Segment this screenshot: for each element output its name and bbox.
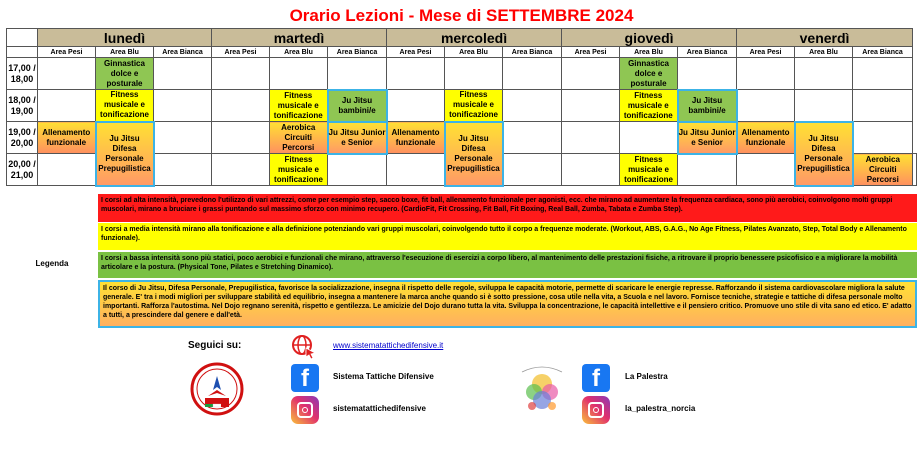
empty-slot <box>562 122 620 154</box>
empty-slot <box>328 58 387 90</box>
empty-slot <box>212 122 270 154</box>
class-allenamento: Allenamento funzionale <box>737 122 795 154</box>
empty-slot <box>212 90 270 122</box>
instagram-name-sistema[interactable]: sistematattichedifensive <box>333 404 426 413</box>
empty-slot <box>503 122 562 154</box>
empty-slot <box>154 154 212 186</box>
page-title: Orario Lezioni - Mese di SETTEMBRE 2024 <box>289 6 634 25</box>
time-label: 19,00 / 20,00 <box>7 122 38 154</box>
empty-slot <box>562 154 620 186</box>
class-jujitsu-difesa: Ju Jitsu Difesa Personale Prepugilistica <box>445 122 503 186</box>
class-jujitsu-bambini: Ju Jitsu bambini/e <box>678 90 737 122</box>
empty-slot <box>913 154 917 186</box>
class-jujitsu-junior: Ju Jitsu Junior e Senior <box>678 122 737 154</box>
website-link[interactable]: www.sistematattichedifensive.it <box>333 341 444 350</box>
day-header-tuesday: martedì <box>212 29 387 47</box>
footer <box>0 334 923 460</box>
empty-slot <box>503 90 562 122</box>
class-allenamento: Allenamento funzionale <box>387 122 445 154</box>
schedule-table <box>6 28 917 187</box>
class-jujitsu-difesa: Ju Jitsu Difesa Personale Prepugilistica <box>795 122 853 186</box>
empty-slot <box>678 154 737 186</box>
class-fitness: Fitness musicale e tonificazione <box>620 154 678 186</box>
empty-slot <box>328 154 387 186</box>
facebook-icon[interactable]: f <box>582 364 610 392</box>
area-header: Area Blu <box>96 47 154 58</box>
class-jujitsu-bambini: Ju Jitsu bambini/e <box>328 90 387 122</box>
day-header-wednesday: mercoledì <box>387 29 562 47</box>
class-aerobica: Aerobica Circuiti Percorsi <box>270 122 328 154</box>
area-header: Area Pesi <box>737 47 795 58</box>
class-ginnastica: Ginnastica dolce e posturale <box>620 58 678 90</box>
empty-slot <box>562 90 620 122</box>
area-header: Area Blu <box>445 47 503 58</box>
empty-slot <box>212 154 270 186</box>
empty-slot <box>212 58 270 90</box>
empty-slot <box>503 154 562 186</box>
empty-slot <box>678 58 737 90</box>
globe-icon[interactable] <box>291 334 317 360</box>
corner-cell <box>7 29 38 47</box>
empty-slot <box>503 58 562 90</box>
legend-high-intensity: I corsi ad alta intensità, prevedono l'utilizzo di vari attrezzi, come per esempio step, sacco boxe, fit ball, allenamento funzionale per agonisti, ecc. che mirano ad aumentare la frequenza cardiaca, sono più aerobici, coinvolgono molti gruppi muscolari, mirano a bruciare i grassi puntando sul massimo sforzo con minimo recupero. (CardioFit, Fit Crossing, Fit Ball, Fit Boxing, Real Ball, Zumba, Tabata e Zumba Step). <box>98 194 917 222</box>
area-header: Area Pesi <box>212 47 270 58</box>
legend-jujitsu: Il corso di Ju Jitsu, Difesa Personale, Prepugilistica, favorisce la socializzazione, insegna il rispetto delle regole, sviluppa le capacità motorie, permette di scaricare le energie represse. Rafforzando il sistema cardiovascolare migliora la salute generale. E' tra i modi migliori per sviluppare stabilità ed equilibrio, insegna a mantenere la marca anche quando si è sotto pressione, cosa utile nella vita, a Scuola e nel lavoro. Fornisce tecniche, strategie e tattiche di difesa personale molto importanti. Rafforza l'autostima. Nel Dojo regnano serenità, rispetto e gentilezza. Le amicizie del Dojo durano tutta la vita. Sviluppa la concentrazione, le capacità intellettive e il pensiero critico. Promuove uno stile di vita sano ed etico. E' adatto a tutti, a prescindere dal genere e dall'età. <box>98 280 917 328</box>
instagram-name-palestra[interactable]: la_palestra_norcia <box>625 404 696 413</box>
area-header: Area Pesi <box>562 47 620 58</box>
area-header: Area Blu <box>270 47 328 58</box>
facebook-icon[interactable]: f <box>291 364 319 392</box>
empty-slot <box>38 154 96 186</box>
area-header: Area Blu <box>620 47 678 58</box>
empty-slot <box>445 58 503 90</box>
facebook-name-palestra[interactable]: La Palestra <box>625 372 668 381</box>
empty-slot <box>38 58 96 90</box>
empty-slot <box>154 90 212 122</box>
empty-slot <box>795 58 853 90</box>
empty-slot <box>562 58 620 90</box>
empty-slot <box>795 90 853 122</box>
empty-slot <box>620 122 678 154</box>
empty-slot <box>853 58 913 90</box>
legend-label: Legenda <box>35 258 69 268</box>
empty-slot <box>853 122 913 154</box>
class-ginnastica: Ginnastica dolce e posturale <box>96 58 154 90</box>
class-jujitsu-difesa: Ju Jitsu Difesa Personale Prepugilistica <box>96 122 154 186</box>
legend-section <box>6 192 917 334</box>
class-fitness: Fitness musicale e tonificazione <box>620 90 678 122</box>
class-aerobica: Aerobica Circuiti Percorsi <box>853 154 913 186</box>
area-header: Area Bianca <box>503 47 562 58</box>
area-header: Area Bianca <box>328 47 387 58</box>
empty-slot <box>387 90 445 122</box>
area-header: Area Bianca <box>678 47 737 58</box>
day-header-monday: lunedì <box>38 29 212 47</box>
class-fitness: Fitness musicale e tonificazione <box>445 90 503 122</box>
day-header-friday: venerdì <box>737 29 913 47</box>
la-palestra-logo <box>512 364 572 420</box>
time-label: 17,00 / 18,00 <box>7 58 38 90</box>
area-header: Area Blu <box>795 47 853 58</box>
legend-low-intensity: I corsi a bassa intensità sono più statici, poco aerobici e funzionali che mirano, attraverso l'esecuzione di esercizi a corpo libero, al mantenimento delle prestazioni fisiche, a ritrovare il proprio benessere psicofisico e a migliorare la mobilità articolare e la postura. (Physical Tone, Pilates e Stretching Dinamico). <box>98 252 917 278</box>
class-jujitsu-junior: Ju Jitsu Junior e Senior <box>328 122 387 154</box>
time-label: 18,00 / 19,00 <box>7 90 38 122</box>
time-label: 20,00 / 21,00 <box>7 154 38 186</box>
empty-slot <box>38 90 96 122</box>
sistema-tattiche-difensive-logo <box>190 362 244 416</box>
empty-slot <box>270 58 328 90</box>
corner-cell <box>7 47 38 58</box>
empty-slot <box>853 90 913 122</box>
follow-label: Seguici su: <box>188 340 242 351</box>
empty-slot <box>387 154 445 186</box>
area-header: Area Bianca <box>853 47 913 58</box>
empty-slot <box>737 90 795 122</box>
empty-slot <box>387 58 445 90</box>
instagram-icon[interactable] <box>582 396 610 424</box>
empty-slot <box>737 154 795 186</box>
class-allenamento: Allenamento funzionale <box>38 122 96 154</box>
instagram-icon[interactable] <box>291 396 319 424</box>
class-fitness: Fitness musicale e tonificazione <box>270 90 328 122</box>
area-header: Area Pesi <box>387 47 445 58</box>
empty-slot <box>154 58 212 90</box>
empty-slot <box>737 58 795 90</box>
day-header-thursday: giovedì <box>562 29 737 47</box>
empty-slot <box>154 122 212 154</box>
class-fitness: Fitness musicale e tonificazione <box>96 90 154 122</box>
legend-medium-intensity: I corsi a media intensità mirano alla tonificazione e alla definizione potenziando vari gruppi muscolari, coinvolgendo tutto il corpo a frequenze moderate. (Workout, ABS, G.A.G., No Age Fitness, Pilates Avanzato, Step, Total Body e Allenamento funzionale). <box>98 223 917 250</box>
class-fitness: Fitness musicale e tonificazione <box>270 154 328 186</box>
facebook-name-sistema[interactable]: Sistema Tattiche Difensive <box>333 372 434 381</box>
area-header: Area Bianca <box>154 47 212 58</box>
area-header: Area Pesi <box>38 47 96 58</box>
